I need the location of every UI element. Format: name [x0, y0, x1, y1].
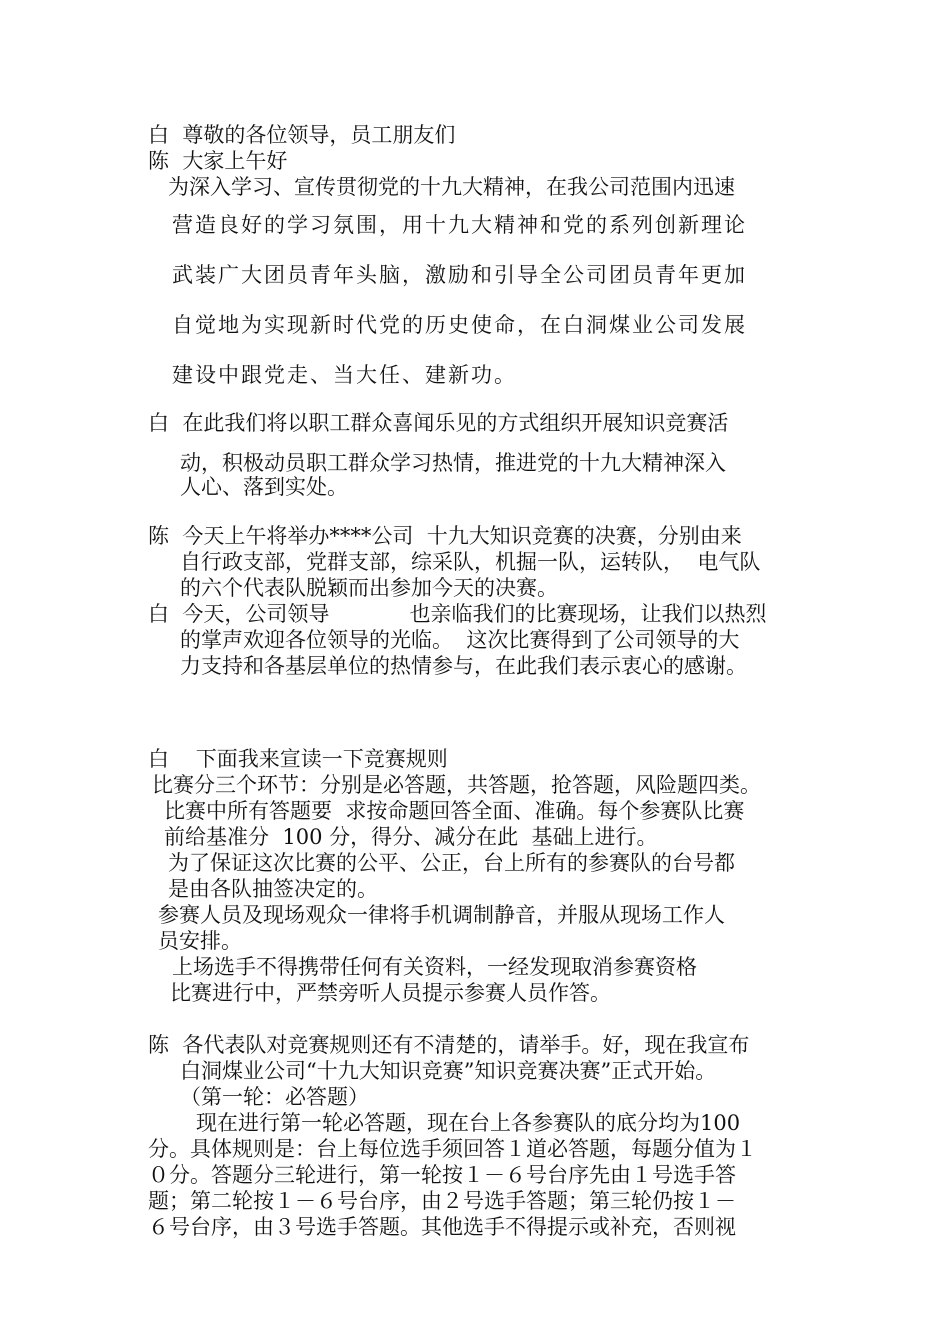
- line-final-1: 陈 今天上午将举办****公司 十九大知识竞赛的决赛，分别由来: [148, 524, 742, 548]
- line-round-1: 现在进行第一轮必答题，现在台上各参赛队的底分均为100: [196, 1111, 741, 1135]
- line-final-3: 的六个代表队脱颖而出参加今天的决赛。: [180, 576, 558, 600]
- line-intro-5: 建设中跟党走、当大任、建新功。: [172, 363, 517, 387]
- line-activity-2: 动，积极动员职工群众学习热情，推进党的十九大精神深入: [180, 451, 726, 475]
- line-greeting-chen: 陈 大家上午好: [148, 149, 288, 173]
- line-activity-3: 人心、落到实处。: [180, 475, 348, 499]
- line-round-5: ６号台序，由３号选手答题。其他选手不得提示或补充，否则视: [148, 1215, 736, 1239]
- line-intro-2: 营造良好的学习氛围，用十九大精神和党的系列创新理论: [172, 213, 747, 237]
- line-intro-4: 自觉地为实现新时代党的历史使命，在白洞煤业公司发展: [172, 313, 747, 337]
- line-intro-1: 为深入学习、宣传贯彻党的十九大精神，在我公司范围内迅速: [168, 175, 735, 199]
- line-rule-3b: 是由各队抽签决定的。: [168, 877, 378, 901]
- line-start-1: 陈 各代表队对竞赛规则还有不清楚的，请举手。好，现在我宣布: [148, 1033, 750, 1057]
- line-rule-2b: 前给基准分 100 分，得分、减分在此 基础上进行。: [164, 825, 658, 849]
- line-rule-2a: 比赛中所有答题要 求按命题回答全面、准确。每个参赛队比赛: [164, 799, 745, 823]
- line-leaders-3: 力支持和各基层单位的热情参与，在此我们表示衷心的感谢。: [180, 654, 747, 678]
- line-leaders-2: 的掌声欢迎各位领导的光临。 这次比赛得到了公司领导的大: [180, 628, 740, 652]
- line-rules-title: 白 下面我来宣读一下竞赛规则: [148, 747, 448, 771]
- line-round-3: ０分。答题分三轮进行，第一轮按１－６号台序先由１号选手答: [148, 1163, 736, 1187]
- line-start-2: 白洞煤业公司“十九大知识竞赛”知识竞赛决赛”正式开始。: [180, 1059, 717, 1083]
- line-rule-4b: 员安排。: [158, 929, 242, 953]
- line-greeting-bai: 白 尊敬的各位领导，员工朋友们: [148, 123, 456, 147]
- line-intro-3: 武装广大团员青年头脑，激励和引导全公司团员青年更加: [172, 263, 747, 287]
- line-leaders-1: 白 今天，公司领导 也亲临我们的比赛现场，让我们以热烈: [148, 602, 767, 626]
- line-rule-4a: 参赛人员及现场观众一律将手机调制静音，并服从现场工作人: [158, 903, 725, 927]
- line-round-heading: （第一轮：必答题）: [180, 1085, 369, 1109]
- line-rule-6: 比赛进行中，严禁旁听人员提示参赛人员作答。: [170, 981, 611, 1005]
- line-final-2: 自行政支部，党群支部，综采队，机掘一队，运转队， 电气队: [180, 550, 761, 574]
- line-rule-3a: 为了保证这次比赛的公平、公正，台上所有的参赛队的台号都: [168, 851, 735, 875]
- line-activity-1: 白 在此我们将以职工群众喜闻乐见的方式组织开展知识竞赛活: [148, 411, 729, 435]
- line-round-4: 题；第二轮按１－６号台序，由２号选手答题；第三轮仍按１－: [148, 1189, 736, 1213]
- line-rule-5: 上场选手不得携带任何有关资料，一经发现取消参赛资格: [172, 955, 697, 979]
- line-rule-1: 比赛分三个环节：分别是必答题，共答题，抢答题，风险题四类。: [152, 773, 761, 797]
- line-round-2: 分。具体规则是：台上每位选手须回答１道必答题，每题分值为１: [148, 1137, 757, 1161]
